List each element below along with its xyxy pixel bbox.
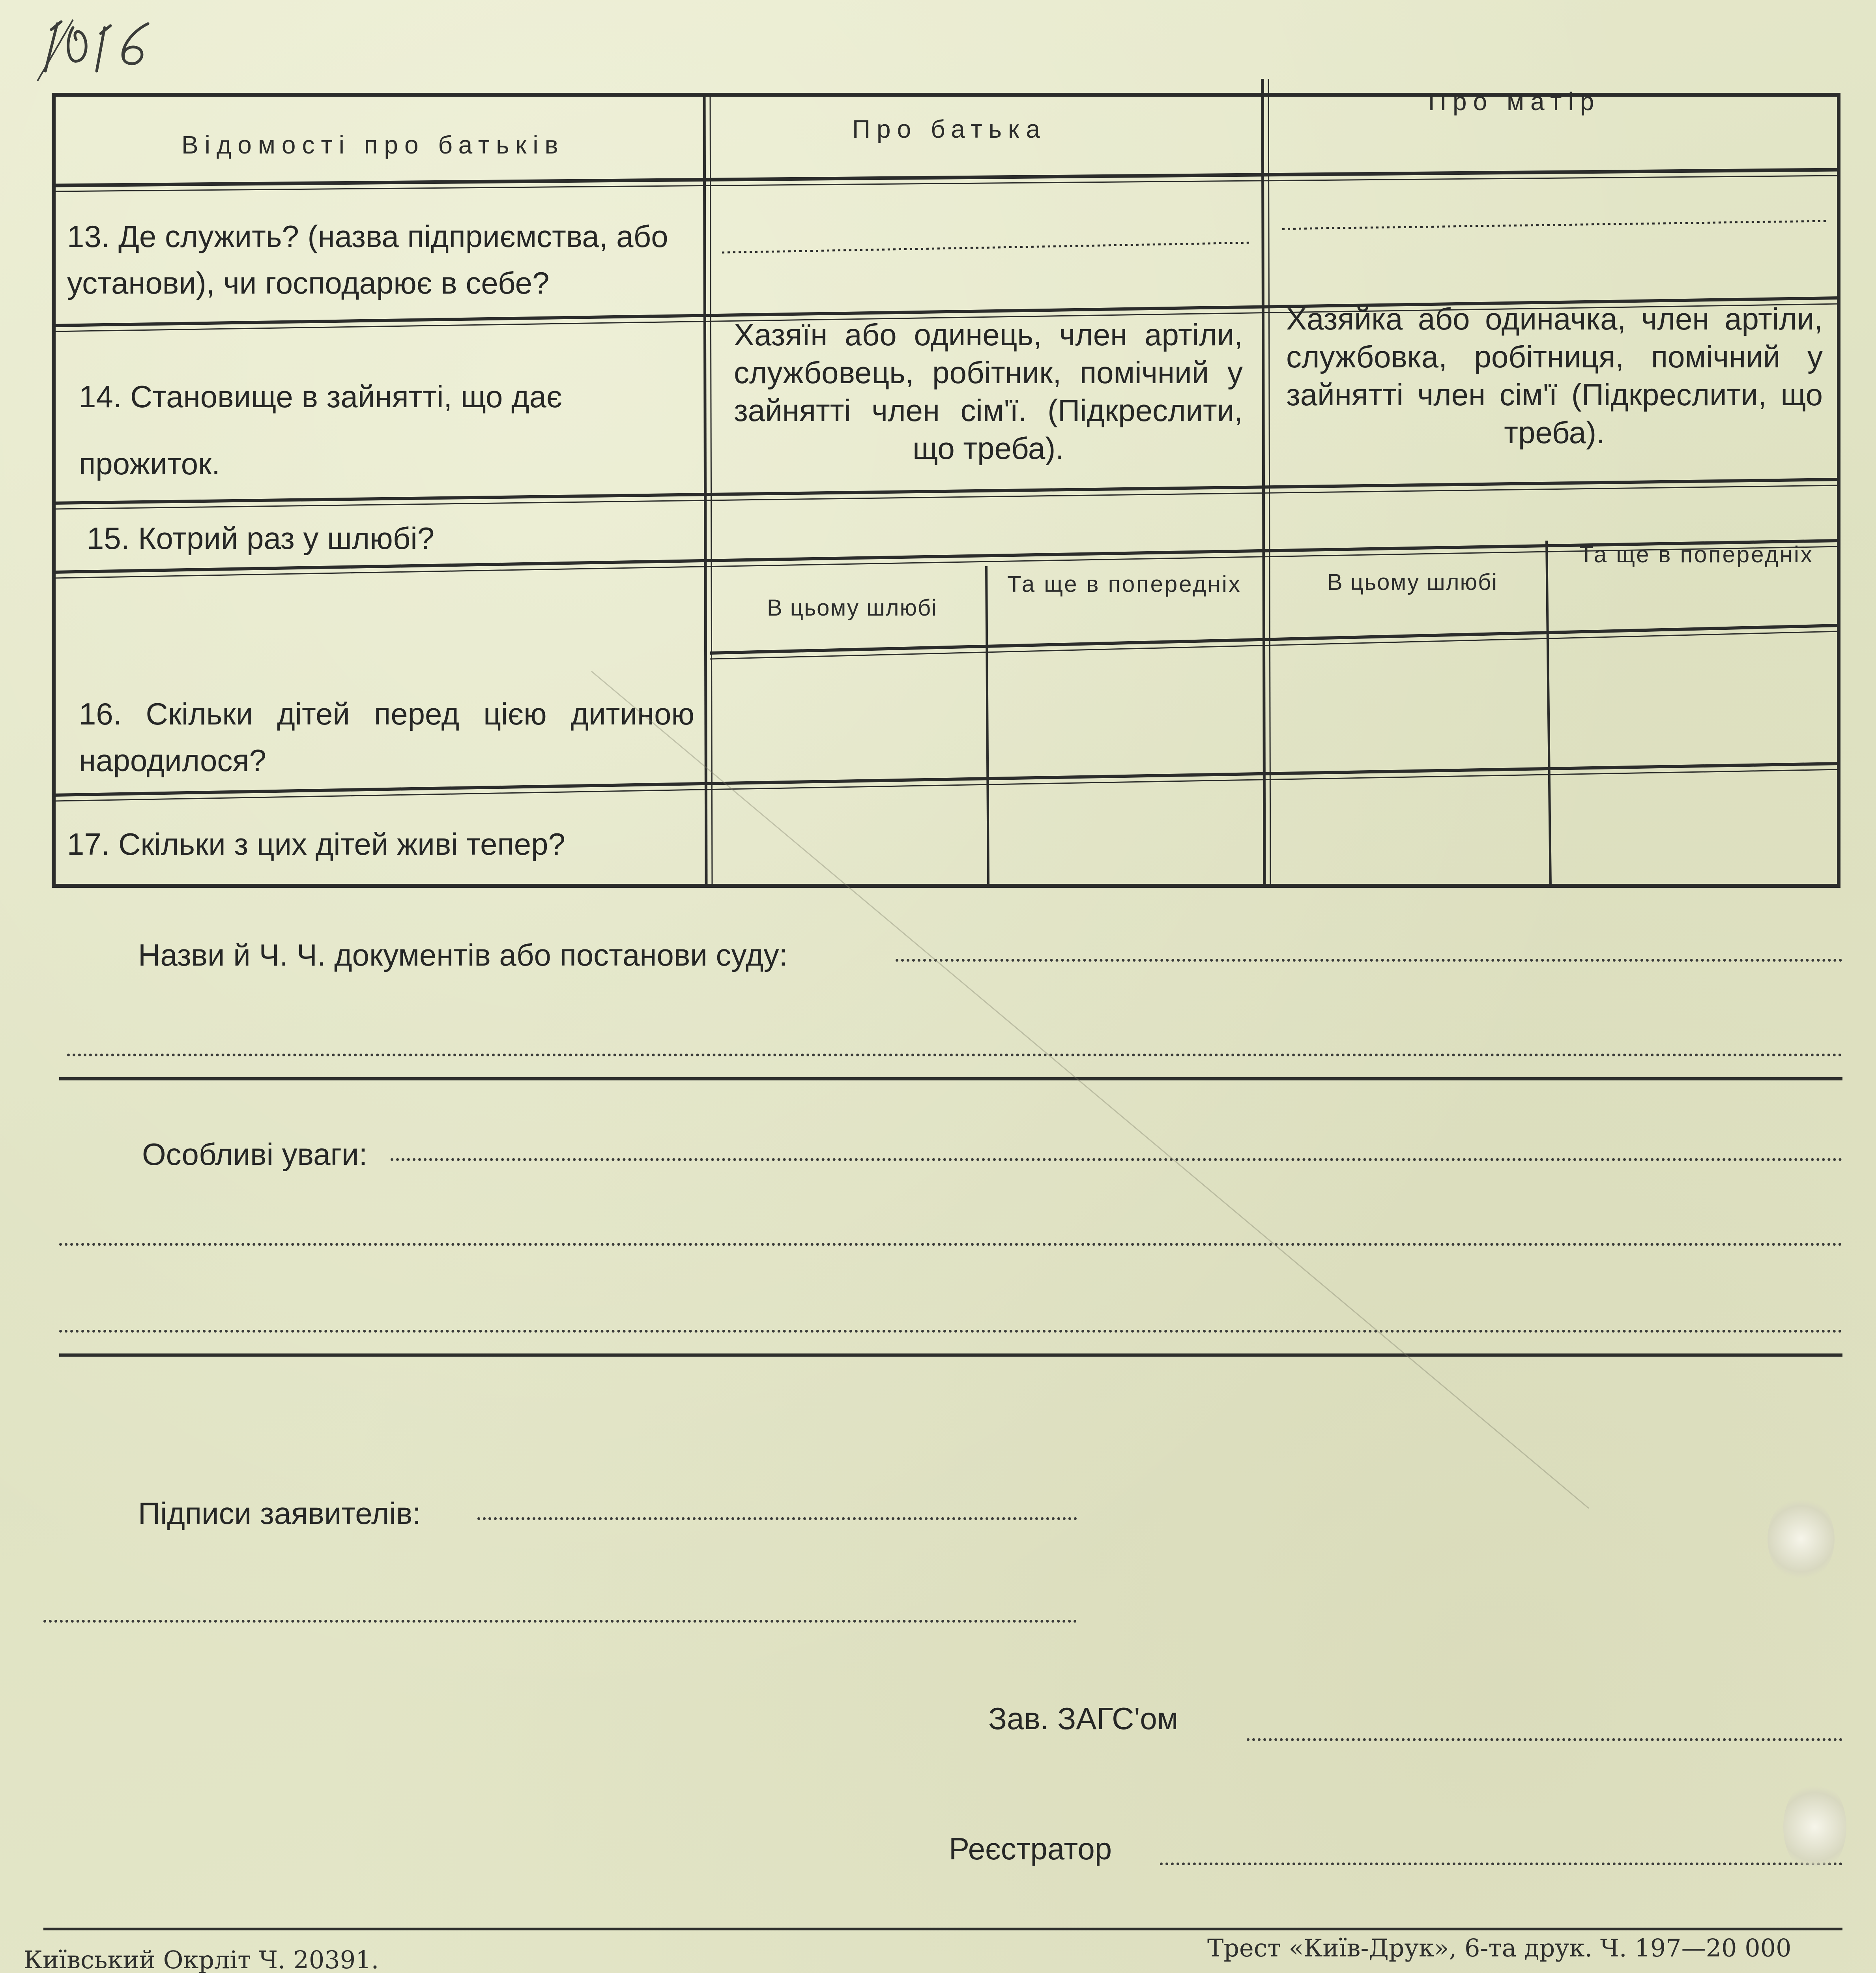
subheader-mother-previous: Та ще в попередніх [1579, 542, 1814, 567]
documents-field-line-1[interactable] [896, 959, 1842, 962]
remarks-field-line-2[interactable] [59, 1243, 1842, 1246]
question-13: 13. Де служить? (назва підприємства, або установи), чи господарює в себе? [67, 219, 668, 300]
paper-hole-upper [1768, 1496, 1835, 1582]
remarks-label: Особливі уваги: [142, 1137, 368, 1172]
zags-head-label: Зав. ЗАГС'ом [988, 1701, 1178, 1736]
documents-section-rule [59, 1077, 1842, 1080]
footer-printer-left: Київський Окрліт Ч. 20391. [24, 1945, 379, 1973]
header-mother: Про матір [1428, 87, 1601, 116]
footer-printer-right: Трест «Київ-Друк», 6-та друк. Ч. 197—20 000 [1207, 1934, 1792, 1962]
footer-rule [43, 1928, 1842, 1930]
question-14-mother-options: Хазяйка або одиначка, член артіли, службовка, робітниця, помічний у зайнятті член сім'ї (Підкреслити, що треба). [1286, 301, 1823, 450]
question-14: 14. Становище в зайнятті, що дає прожиток. [79, 379, 562, 481]
header-parents-info: Відомості про батьків [181, 131, 565, 159]
documents-field-line-2[interactable] [67, 1054, 1842, 1056]
question-16: 16. Скільки дітей перед цією дитиною народилося? [79, 696, 694, 778]
registrar-label: Реєстратор [949, 1831, 1112, 1866]
zags-head-signature-line[interactable] [1247, 1738, 1842, 1741]
question-17: 17. Скільки з цих дітей живі тепер? [67, 827, 565, 861]
subheader-father-previous: Та ще в попередніх [1007, 571, 1242, 597]
remarks-field-line-3[interactable] [59, 1330, 1842, 1333]
paper-hole-lower [1783, 1780, 1846, 1874]
question-15: 15. Котрий раз у шлюбі? [87, 521, 435, 556]
archive-number-handwritten [30, 12, 160, 87]
remarks-section-rule [59, 1353, 1842, 1357]
subheader-father-this-marriage: В цьому шлюбі [767, 595, 938, 621]
parents-info-table [51, 79, 1840, 890]
signatures-field-line-1[interactable] [477, 1517, 1077, 1520]
subheader-mother-this-marriage: В цьому шлюбі [1327, 569, 1498, 595]
registrar-signature-line[interactable] [1160, 1863, 1842, 1865]
signatures-field-line-2[interactable] [43, 1620, 1077, 1623]
question-14-father-options: Хазяїн або одинець, член артіли, службовець, робітник, помічний у зайнятті член сім'ї. (Підкреслити, що треба). [734, 317, 1243, 466]
signatures-label: Підписи заявителів: [138, 1496, 421, 1531]
remarks-field-line-1[interactable] [391, 1158, 1842, 1161]
documents-label: Назви й Ч. Ч. документів або постанови суду: [138, 938, 788, 972]
header-father: Про батька [852, 115, 1046, 143]
